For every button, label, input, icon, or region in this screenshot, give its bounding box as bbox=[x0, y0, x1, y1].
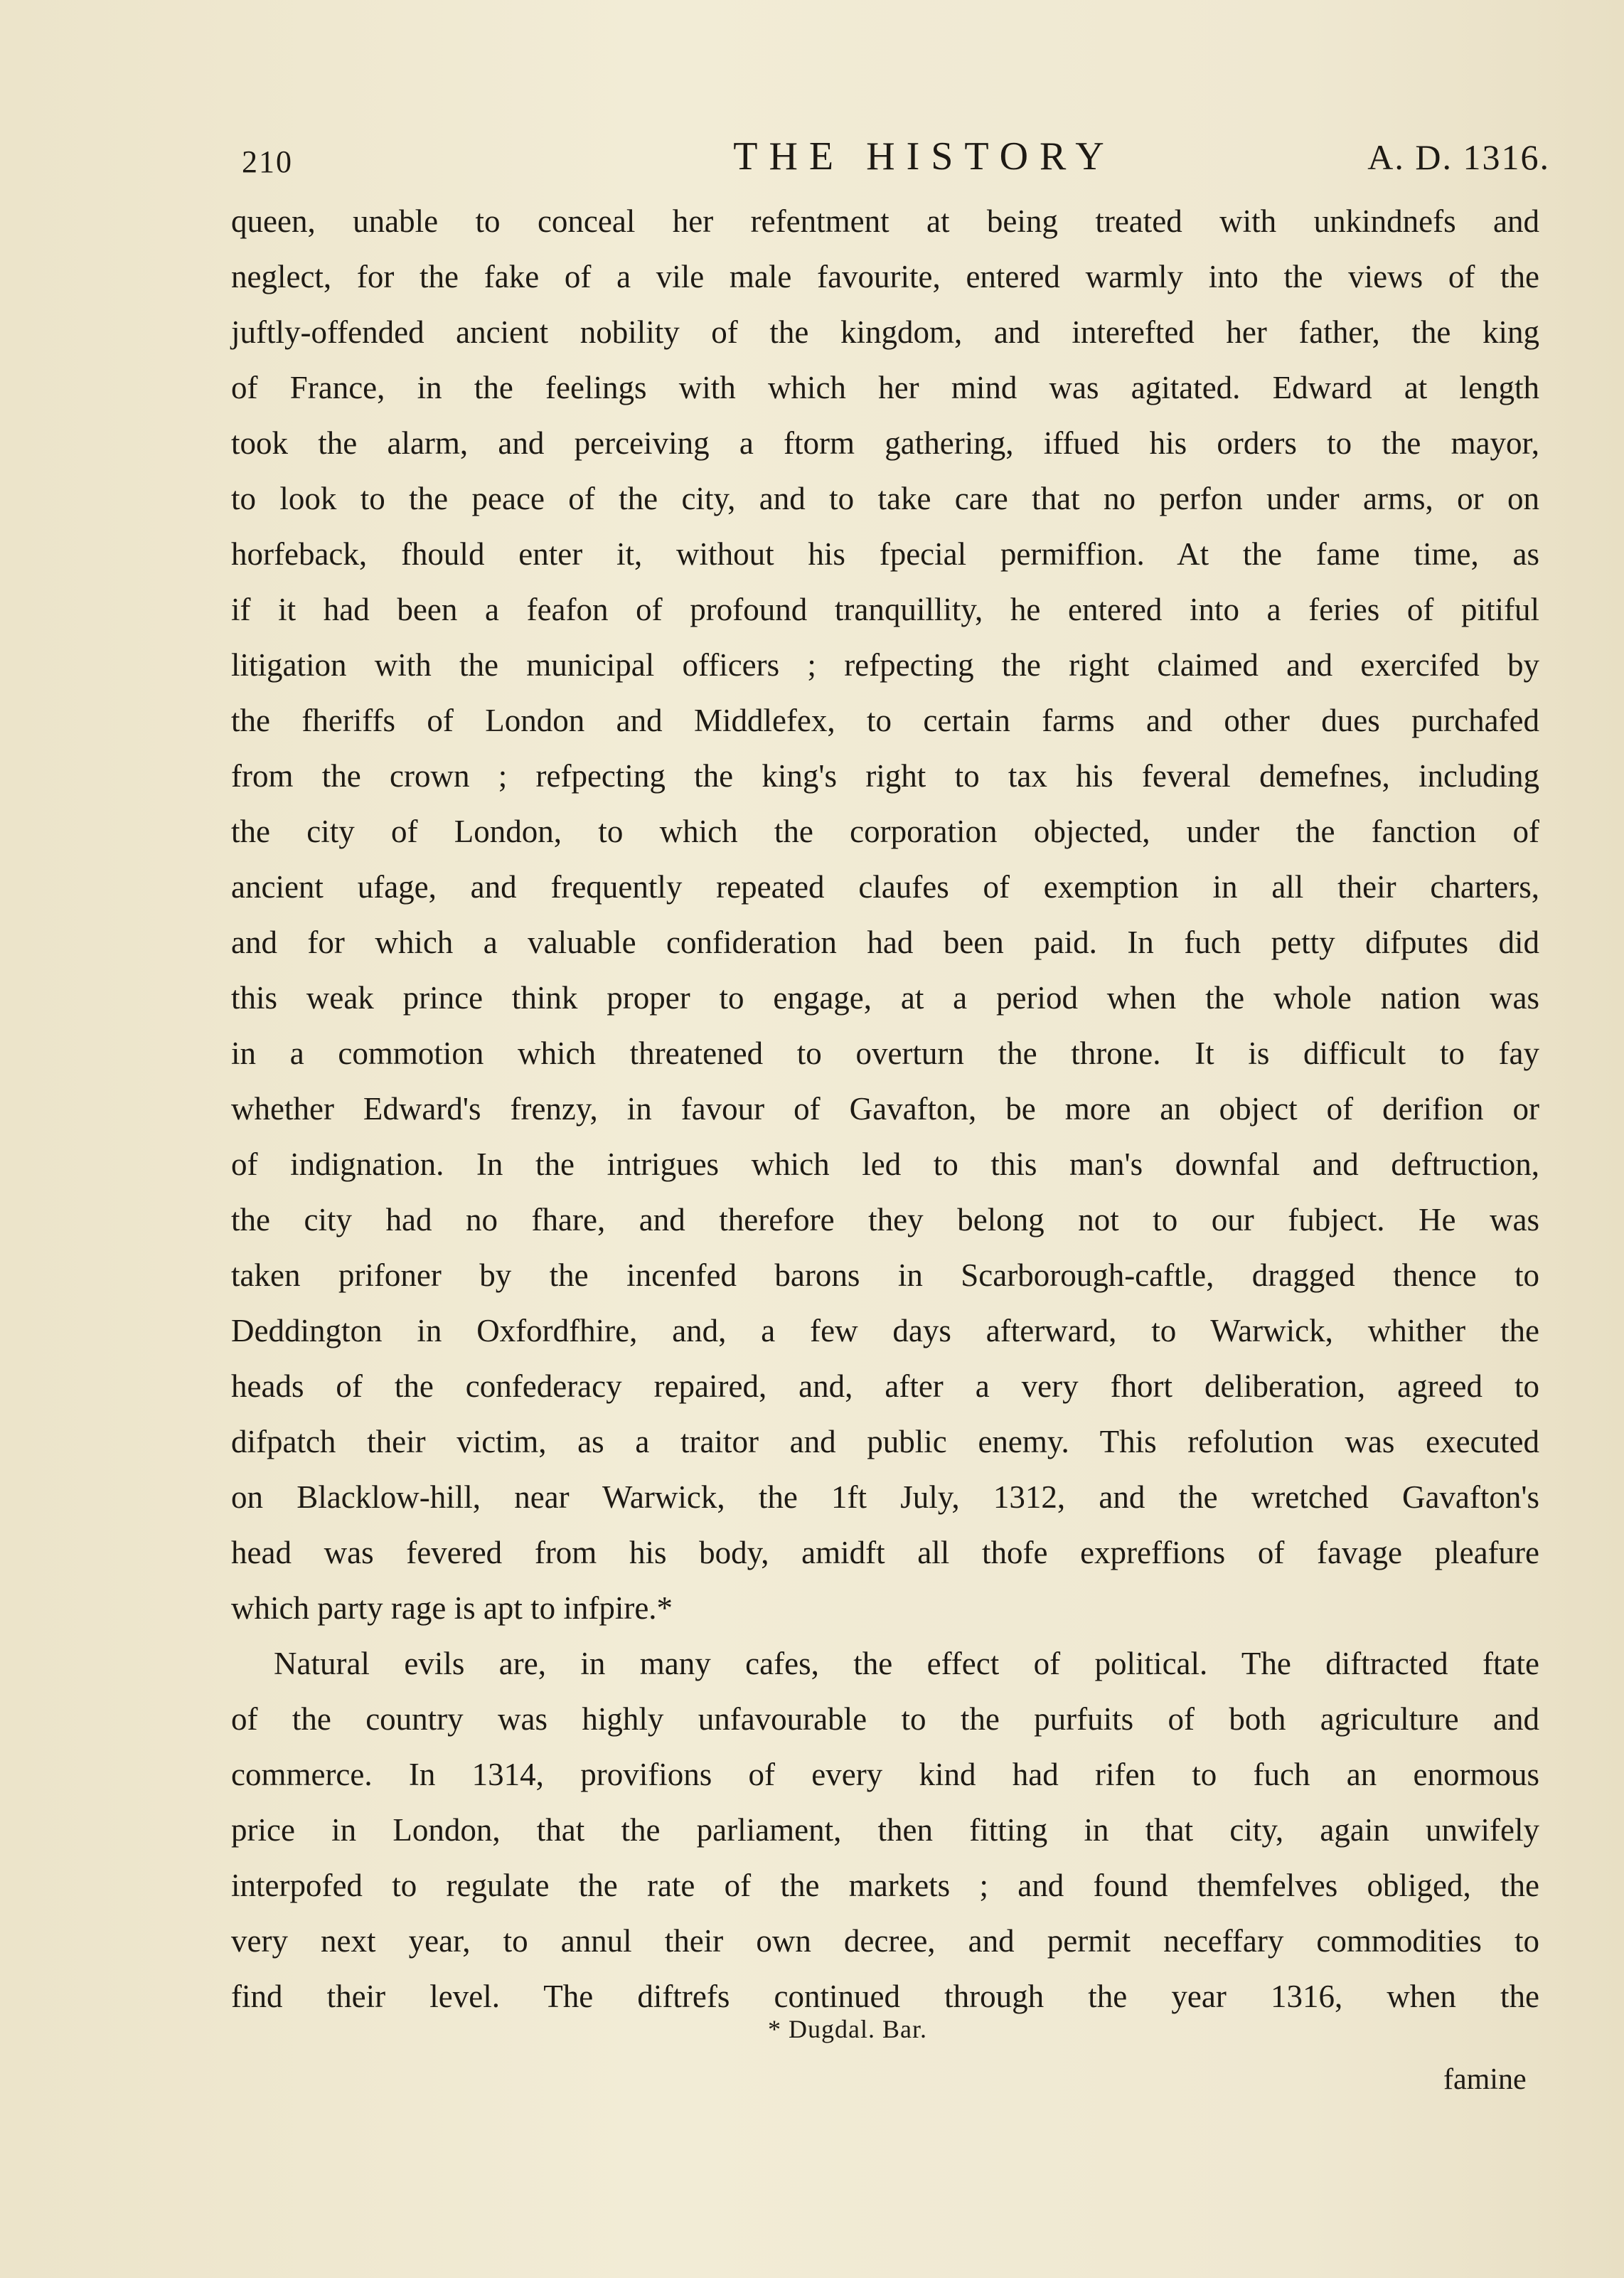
body-text bbox=[231, 193, 1539, 2024]
text-line: on Blacklow-hill, near Warwick, the 1ft July, 1312, and the wretched Gavafton's bbox=[231, 1479, 1539, 1515]
text-line: of indignation. In the intrigues which led to this man's downfal and deftruction, bbox=[231, 1146, 1539, 1182]
footnote: * Dugdal. Bar. bbox=[768, 2015, 927, 2043]
text-line: the fheriffs of London and Middlefex, to certain farms and other dues purchafed bbox=[231, 703, 1539, 738]
text-line: queen, unable to conceal her refentment at being treated with unkindnefs and bbox=[231, 203, 1539, 239]
text-line: Natural evils are, in many cafes, the effect of political. The diftracted ftate bbox=[274, 1646, 1539, 1681]
text-line: which party rage is apt to infpire.* bbox=[231, 1590, 673, 1626]
text-line: of the country was highly unfavourable to the purfuits of both agriculture and bbox=[231, 1701, 1539, 1737]
text-line: neglect, for the fake of a vile male favourite, entered warmly into the views of the bbox=[231, 259, 1539, 294]
text-line: difpatch their victim, as a traitor and public enemy. This refolution was executed bbox=[231, 1424, 1539, 1459]
text-line: took the alarm, and perceiving a ftorm gathering, iffued his orders to the mayor, bbox=[231, 425, 1539, 461]
text-line: litigation with the municipal officers ; refpecting the right claimed and exercifed by bbox=[231, 647, 1539, 683]
text-line: in a commotion which threatened to overturn the throne. It is difficult to fay bbox=[231, 1036, 1539, 1071]
text-line: of France, in the feelings with which her mind was agitated. Edward at length bbox=[231, 370, 1539, 405]
text-line: ancient ufage, and frequently repeated claufes of exemption in all their charters, bbox=[231, 869, 1539, 905]
text-line: heads of the confederacy repaired, and, after a very fhort deliberation, agreed to bbox=[231, 1368, 1539, 1404]
running-head bbox=[242, 134, 1550, 183]
text-line: very next year, to annul their own decree, and permit neceffary commodities to bbox=[231, 1923, 1539, 1959]
text-line: the city had no fhare, and therefore they belong not to our fubject. He was bbox=[231, 1202, 1539, 1238]
catchword: famine bbox=[1443, 2063, 1527, 2096]
text-line: commerce. In 1314, provifions of every kind had rifen to fuch an enormous bbox=[231, 1757, 1539, 1792]
text-line: juftly-offended ancient nobility of the kingdom, and interefted her father, the king bbox=[231, 314, 1539, 350]
text-line: interpofed to regulate the rate of the markets ; and found themfelves obliged, the bbox=[231, 1868, 1539, 1903]
text-line: whether Edward's frenzy, in favour of Gavafton, be more an object of derifion or bbox=[231, 1091, 1539, 1127]
text-line: the city of London, to which the corporation objected, under the fanction of bbox=[231, 814, 1539, 849]
text-line: to look to the peace of the city, and to take care that no perfon under arms, or on bbox=[231, 481, 1539, 516]
text-line: Deddington in Oxfordfhire, and, a few days afterward, to Warwick, whither the bbox=[231, 1313, 1539, 1348]
text-line: if it had been a feafon of profound tranquillity, he entered into a feries of pitiful bbox=[231, 592, 1539, 627]
text-line: this weak prince think proper to engage, at a period when the whole nation was bbox=[231, 980, 1539, 1016]
text-line: taken prifoner by the incenfed barons in Scarborough-caftle, dragged thence to bbox=[231, 1257, 1539, 1293]
running-title: THE HISTORY bbox=[733, 134, 1116, 179]
page-number: 210 bbox=[242, 144, 293, 179]
text-line: head was fevered from his body, amidft all thofe expreffions of favage pleafure bbox=[231, 1535, 1539, 1570]
text-line: find their level. The diftrefs continued through the year 1316, when the bbox=[231, 1979, 1539, 2014]
running-date: A. D. 1316. bbox=[1367, 137, 1550, 177]
text-line: from the crown ; refpecting the king's right to tax his feveral demefnes, including bbox=[231, 758, 1539, 794]
text-line: price in London, that the parliament, then fitting in that city, again unwifely bbox=[231, 1812, 1539, 1848]
text-line: and for which a valuable confideration had been paid. In fuch petty difputes did bbox=[231, 925, 1539, 960]
text-line: horfeback, fhould enter it, without his fpecial permiffion. At the fame time, as bbox=[231, 536, 1539, 572]
